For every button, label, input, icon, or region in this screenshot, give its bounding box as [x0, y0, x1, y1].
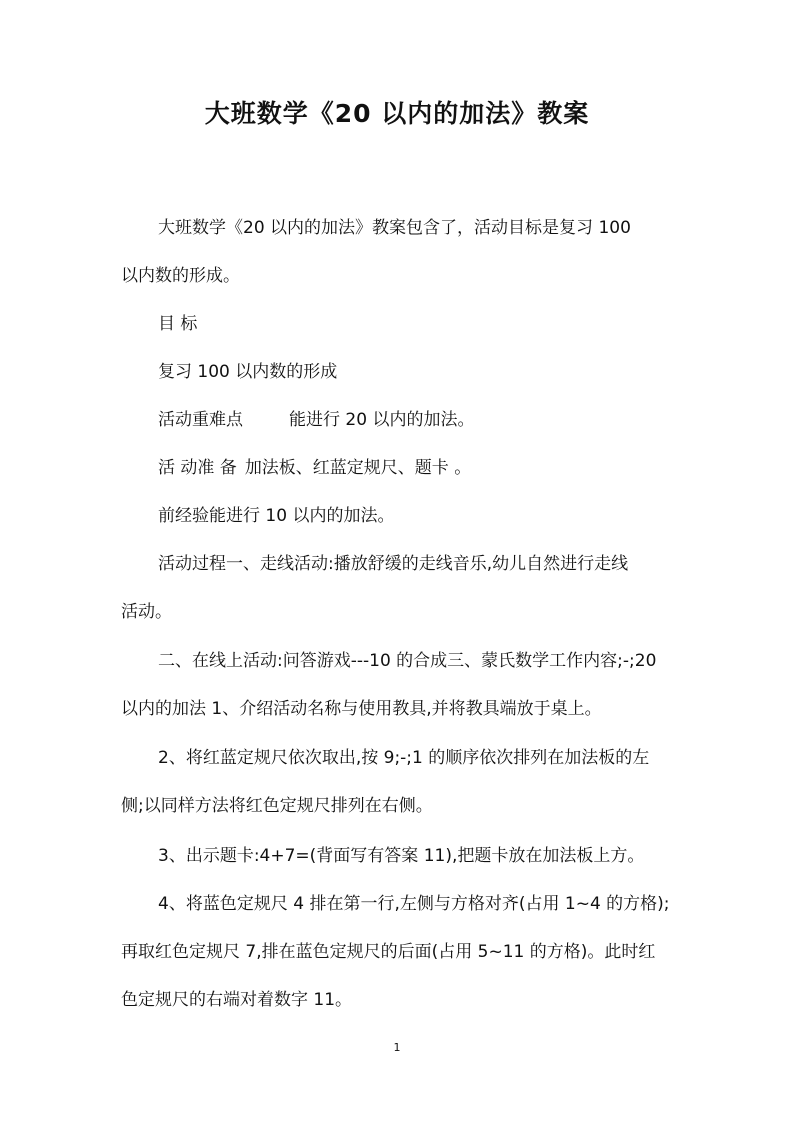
paragraph-line: 目 标 [158, 314, 198, 334]
paragraph-line: 3、出示题卡:4+7=(背面写有答案 11),把题卡放在加法板上方。 [158, 846, 645, 866]
paragraph-line: 侧;以同样方法将红色定规尺排列在右侧。 [121, 796, 433, 816]
paragraph-preparation [121, 444, 681, 492]
paragraph-line: 大班数学《20 以内的加法》教案包含了，活动目标是复习 100 [158, 218, 631, 238]
paragraph-line: 活动过程一、走线活动:播放舒缓的走线音乐,幼儿自然进行走线 [158, 554, 629, 574]
paragraph-prior-experience [121, 492, 681, 540]
paragraph-line [121, 396, 681, 444]
label-key-points: 活动重难点 [158, 410, 243, 430]
paragraph-step-3 [121, 832, 681, 880]
paragraph-process-2 [121, 637, 681, 733]
paragraph-key-points [121, 396, 681, 444]
page-number: 1 [393, 1041, 401, 1054]
document-title: 大班数学《20 以内的加法》教案 [204, 99, 590, 128]
paragraph-goal [121, 348, 681, 396]
heading-goal [121, 300, 681, 348]
paragraph-line: 以内的加法 1、介绍活动名称与使用教具,并将教具端放于桌上。 [121, 699, 602, 719]
paragraph-line: 再取红色定规尺 7,排在蓝色定规尺的后面(占用 5~11 的方格)。此时红 [121, 942, 656, 962]
paragraph-line: 以内数的形成。 [121, 266, 240, 286]
paragraph-line: 复习 100 以内数的形成 [158, 362, 338, 382]
label-preparation: 活 动准 备 [158, 458, 237, 478]
paragraph-step-2 [121, 734, 681, 830]
paragraph-intro [121, 204, 681, 300]
paragraph-line: 活动。 [121, 602, 172, 622]
text-preparation: 加法板、红蓝定规尺、题卡 。 [244, 458, 472, 478]
paragraph-process-1 [121, 540, 681, 636]
paragraph-line: 4、将蓝色定规尺 4 排在第一行,左侧与方格对齐(占用 1~4 的方格); [158, 894, 670, 914]
paragraph-line: 二、在线上活动:问答游戏---10 的合成三、蒙氏数学工作内容;-;20 [158, 651, 657, 671]
text-key-points: 能进行 20 以内的加法。 [289, 410, 475, 430]
paragraph-line: 2、将红蓝定规尺依次取出,按 9;-;1 的顺序依次排列在加法板的左 [158, 748, 650, 768]
paragraph-line [121, 444, 681, 492]
paragraph-line: 前经验能进行 10 以内的加法。 [158, 506, 395, 526]
paragraph-step-4 [121, 880, 681, 1024]
paragraph-line: 色定规尺的右端对着数字 11。 [121, 990, 353, 1010]
